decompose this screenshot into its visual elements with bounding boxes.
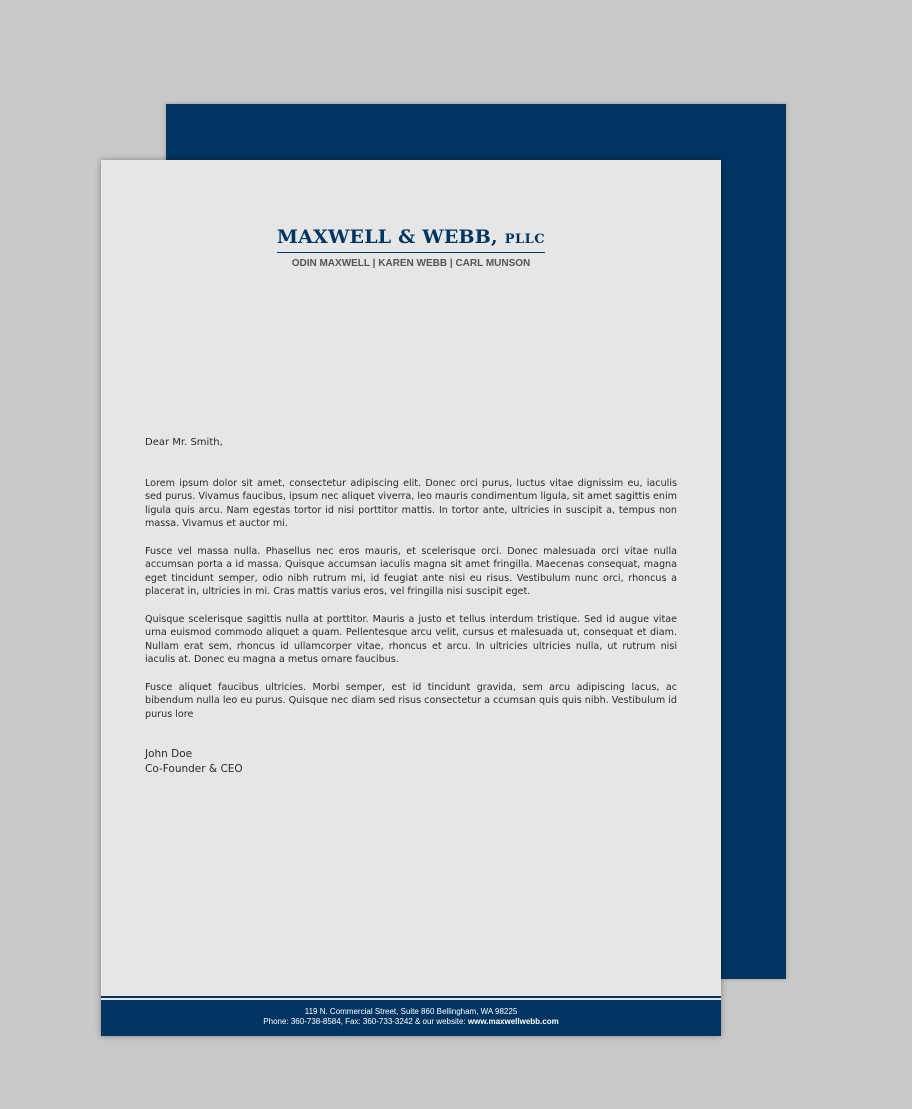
firm-name-main: MAXWELL & WEBB, — [276, 226, 498, 248]
footer-website: www.maxwellwebb.com — [467, 1017, 559, 1026]
footer-divider — [101, 996, 721, 998]
paragraph: Fusce aliquet faucibus ultricies. Morbi semper, est id tincidunt gravida, sem arcu adipiscing lacus, ac bibendum nulla leo eu purus. Quisque nec diam sed risus consectetur a ccumsan quis quis nibh. Vestibulum id purus lore — [145, 681, 677, 720]
firm-name — [277, 226, 545, 253]
letterhead — [101, 226, 721, 271]
signature-name: John Doe — [145, 748, 193, 761]
front-letter-sheet — [101, 160, 721, 1036]
signature-block — [145, 747, 677, 777]
paragraph: Lorem ipsum dolor sit amet, consectetur adipiscing elit. Donec orci purus, luctus vitae dignissim eu, iaculis sed purus. Vivamus faucibus, ipsum nec aliquet viverra, leo mauris condimentum ligula, sit amet sagittis enim ligula quis arcu. Nam egestas tortor id nisi porttitor mattis. In tortor ante, ultricies in suscipit a, tempus non massa. Vivamus et auctor mi. — [145, 477, 677, 530]
footer-contact-text: Phone: 360-738-8584, Fax: 360-733-3242 & our website: — [263, 1017, 468, 1026]
letter-body — [145, 436, 677, 777]
brand-block — [277, 226, 545, 271]
paragraph: Quisque scelerisque sagittis nulla at porttitor. Mauris a justo et tellus interdum tristique. Sed id augue vitae urna euismod commodo aliquet a quam. Pellentesque arcu velit, cursus et malesuada ut, consequat et diam. Nullam erat sem, rhoncus id ullamcorper vitae, rhoncus et arcu. In ultricies ultricies nulla, ut rutrum nisi iaculis at. Donec eu magna a metus ornare faucibus. — [145, 613, 677, 666]
firm-name-suffix: PLLC — [504, 232, 546, 247]
signature-title: Co-Founder & CEO — [145, 763, 243, 776]
partners-list: ODIN MAXWELL | KAREN WEBB | CARL MUNSON — [291, 258, 531, 269]
footer-address: 119 N. Commercial Street, Suite 860 Bellingham, WA 98225 — [304, 1007, 518, 1016]
paragraph: Fusce vel massa nulla. Phasellus nec eros mauris, et scelerisque orci. Donec malesuada orci vitae nulla accumsan porta a id massa. Quisque accumsan iaculis magna sit amet fringilla. Maecenas consequat, magna eget tincidunt semper, odio nibh rutrum mi, id feugiat ante nisi eu risus. Vestibulum nunc orci, rhoncus a placerat in, ultricies in mi. Cras mattis varius eros, vel fringilla nisi suscipit eget. — [145, 545, 677, 598]
footer-contact — [101, 1017, 721, 1027]
footer-band — [101, 1000, 721, 1036]
salutation: Dear Mr. Smith, — [145, 437, 223, 448]
